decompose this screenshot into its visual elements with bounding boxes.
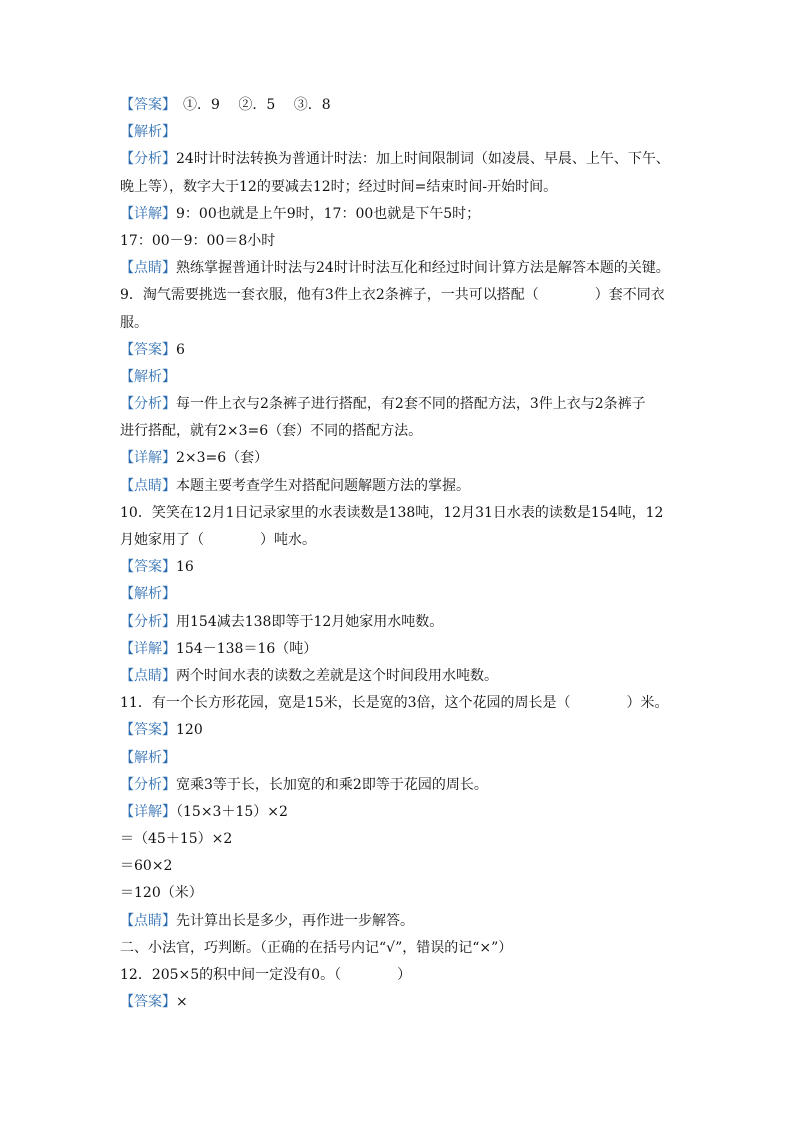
section-tag: 【详解】 <box>120 205 176 222</box>
section-tag: 【分析】 <box>120 613 176 630</box>
answer-tag: 【答案】 <box>120 97 169 113</box>
section-tag: 【分析】 <box>120 396 176 413</box>
analysis-tag: 【解析】 <box>120 749 176 766</box>
section-text: 熟练掌握普通计时法与24时计时法互化和经过时间计算方法是解答本题的关键。 <box>176 260 670 277</box>
section-text: 24时计时法转换为普通计时法：加上时间限制词（如凌晨、早晨、上午、下午、 <box>176 151 670 168</box>
detail-line: ＝120（米） <box>120 885 203 902</box>
answer-line <box>120 717 680 744</box>
detail-line <box>120 799 680 826</box>
section-text: 每一件上衣与2条裤子进行搭配，有2套不同的搭配方法，3件上衣与2条裤子 <box>176 396 646 413</box>
answer-tag: 【答案】 <box>120 559 176 576</box>
answer-tag: 【答案】 <box>120 994 176 1011</box>
detail-line <box>120 445 680 472</box>
answer-text: 120 <box>176 722 203 739</box>
detail-line: 17：00－9：00＝8小时 <box>120 232 276 249</box>
answer-text: 6 <box>176 341 185 358</box>
section-text: 154－138＝16（吨） <box>176 640 318 657</box>
section-tag: 【点睛】 <box>120 667 176 684</box>
question-line: 12．205×5的积中间一定没有0。（ ） <box>120 967 412 983</box>
section-tag: 【点睛】 <box>120 912 176 929</box>
section-text: （15×3＋15）×2 <box>176 803 288 820</box>
detail-line <box>120 636 680 663</box>
analysis-line: 晚上等），数字大于12的要减去12时；经过时间=结束时间-开始时间。 <box>120 178 558 195</box>
answer-line <box>120 989 680 1016</box>
comment-line <box>120 663 680 690</box>
analysis-header <box>120 581 680 608</box>
answer-line <box>120 337 680 364</box>
answer-tag: 【答案】 <box>120 341 176 358</box>
section-text: 先计算出长是多少，再作进一步解答。 <box>176 912 414 929</box>
analysis-line <box>120 146 680 173</box>
section-tag: 【详解】 <box>120 640 176 657</box>
section-text: 两个时间水表的读数之差就是这个时间段用水吨数。 <box>176 667 498 684</box>
section-tag: 【详解】 <box>120 450 176 467</box>
analysis-line <box>120 609 680 636</box>
detail-line: ＝60×2 <box>120 858 173 875</box>
question-line: 月她家用了（ ）吨水。 <box>120 532 316 548</box>
analysis-header <box>120 745 680 772</box>
answer-text: 16 <box>176 559 194 576</box>
answer-tag: 【答案】 <box>120 722 176 739</box>
detail-line <box>120 201 680 228</box>
question-line: 11．有一个长方形花园，宽是15米，长是宽的3倍，这个花园的周长是（ ）米。 <box>120 695 669 712</box>
answer-text: × <box>176 994 188 1011</box>
answer-line <box>120 554 680 581</box>
question-line: 9．淘气需要挑选一套衣服，他有3件上衣2条裤子，一共可以搭配（ ）套不同衣 <box>120 287 665 304</box>
comment-line <box>120 473 680 500</box>
analysis-line <box>120 772 680 799</box>
section-text: 宽乘3等于长，长加宽的和乘2即等于花园的周长。 <box>176 776 488 793</box>
section-text: 本题主要考查学生对搭配问题解题方法的掌握。 <box>176 477 470 494</box>
analysis-tag: 【解析】 <box>120 368 176 385</box>
answer-line <box>120 92 680 119</box>
question-line: 10．笑笑在12月1日记录家里的水表读数是138吨，12月31日水表的读数是154吨，12 <box>120 504 664 521</box>
comment-line <box>120 908 680 935</box>
section-heading: 二、小法官，巧判断。（正确的在括号内记“√”，错误的记“×”） <box>120 939 513 956</box>
section-tag: 【点睛】 <box>120 260 176 277</box>
analysis-header <box>120 364 680 391</box>
answer-text: ①．9 ②．5 ③．8 <box>169 97 331 113</box>
analysis-tag: 【解析】 <box>120 124 176 141</box>
analysis-line <box>120 391 680 418</box>
question-line: 服。 <box>120 314 148 331</box>
section-text: 用154减去138即等于12月她家用水吨数。 <box>176 613 444 630</box>
analysis-header <box>120 119 680 146</box>
analysis-tag: 【解析】 <box>120 586 176 603</box>
section-tag: 【分析】 <box>120 151 176 168</box>
section-tag: 【详解】 <box>120 803 176 820</box>
detail-line: ＝（45＋15）×2 <box>120 831 233 848</box>
section-text: 9：00也就是上午9时，17：00也就是下午5时； <box>176 205 481 222</box>
section-tag: 【点睛】 <box>120 477 176 494</box>
section-tag: 【分析】 <box>120 776 176 793</box>
document-page <box>120 92 680 1016</box>
comment-line <box>120 255 680 282</box>
analysis-line: 进行搭配，就有2×3=6（套）不同的搭配方法。 <box>120 423 423 440</box>
section-text: 2×3=6（套） <box>176 450 269 467</box>
